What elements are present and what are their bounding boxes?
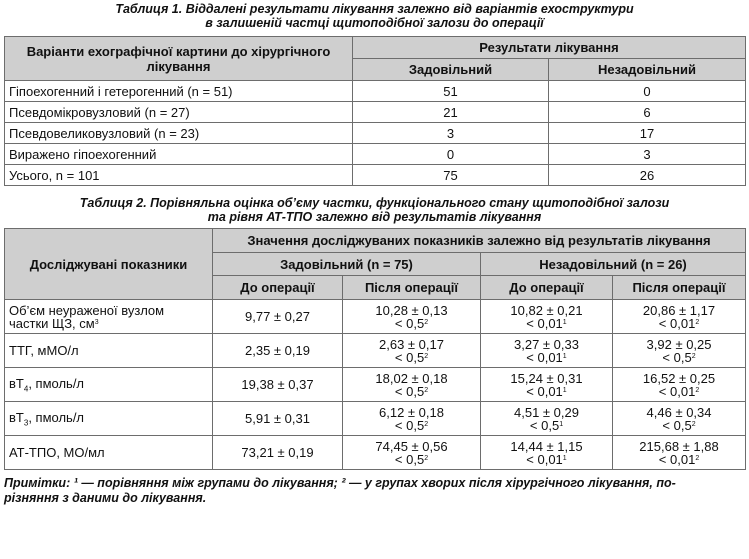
cell-pvalue <box>347 453 476 466</box>
table2-head-values: Значення досліджуваних показників залежно від результатів лікування <box>213 229 746 253</box>
p-superscript: 2 <box>424 318 429 326</box>
p-text: < 0,01 <box>658 315 696 331</box>
row-label: Гіпоехогенний і гетерогенний (n = 51) <box>5 81 353 102</box>
cell-value: 20,86 ± 1,17 <box>642 302 716 318</box>
row-label-unit: , пмоль/л <box>28 375 85 391</box>
row-label-line2 <box>9 317 208 330</box>
cell-pvalue <box>617 419 741 432</box>
row-label-text: вТ <box>9 409 24 425</box>
table1-head-good: Задовільний <box>353 59 549 81</box>
table2-caption-line2: та рівня АТ-ТПО залежно від результатів лікування <box>207 210 542 224</box>
row-label <box>5 368 213 402</box>
row-label-unit: , пмоль/л <box>28 409 85 425</box>
p-text: < 0,5 <box>662 349 692 365</box>
cell-value: 16,52 ± 0,25 <box>642 370 716 386</box>
p-text: < 0,5 <box>394 451 425 467</box>
table2-head-indicators: Досліджувані показники <box>5 229 213 300</box>
table-row <box>5 436 746 470</box>
cell-good-after <box>343 402 481 436</box>
cell-bad-after <box>613 300 746 334</box>
cell-bad-after <box>613 436 746 470</box>
p-superscript: 2 <box>695 454 700 462</box>
cell-value: 3,27 ± 0,33 <box>514 336 579 352</box>
cell-pvalue <box>485 419 608 432</box>
table-row <box>5 368 746 402</box>
row-label: Усього, n = 101 <box>5 165 353 186</box>
cell-pvalue <box>485 351 608 364</box>
cell-bad: 6 <box>549 102 746 123</box>
row-label-text: частки ЩЗ, см <box>9 315 95 331</box>
table2-caption-line1: Таблиця 2. Порівняльна оцінка об’єму частки, функціонального стану щитоподібної залози <box>79 196 670 210</box>
cell-bad: 3 <box>549 144 746 165</box>
p-superscript: 2 <box>691 352 696 360</box>
cell-pvalue <box>347 385 476 398</box>
cell-value: 14,44 ± 1,15 <box>510 438 583 454</box>
cell-bad: 26 <box>549 165 746 186</box>
table-row <box>5 402 746 436</box>
cell-bad: 0 <box>549 81 746 102</box>
notes-line2: різняння з даними до лікування. <box>4 491 207 505</box>
p-text: < 0,01 <box>526 315 563 331</box>
cell-value: 10,28 ± 0,13 <box>375 302 448 318</box>
table2-head-good: Задовільний (n = 75) <box>213 253 481 276</box>
cell-bad-before <box>481 300 613 334</box>
p-superscript: 1 <box>562 318 567 326</box>
cell-good: 21 <box>353 102 549 123</box>
p-superscript: 1 <box>562 454 567 462</box>
p-text: < 0,01 <box>658 383 696 399</box>
label-superscript: 3 <box>94 318 99 326</box>
cell-good: 75 <box>353 165 549 186</box>
table1-caption-line1: Таблиця 1. Віддалені результати лікування залежно від варіантів ехоструктури <box>115 2 634 16</box>
table2-head-bad-after: Після операції <box>613 276 746 300</box>
p-superscript: 2 <box>424 420 429 428</box>
p-text: < 0,01 <box>526 383 563 399</box>
table2-head-bad-before: До операції <box>481 276 613 300</box>
cell-value: 2,63 ± 0,17 <box>379 336 444 352</box>
cell-good-before: 5,91 ± 0,31 <box>213 402 343 436</box>
cell-good-after <box>343 334 481 368</box>
row-label: АТ-ТПО, МО/мл <box>5 436 213 470</box>
cell-good-before: 19,38 ± 0,37 <box>213 368 343 402</box>
p-superscript: 2 <box>424 386 429 394</box>
p-text: < 0,5 <box>394 417 425 433</box>
cell-value: 18,02 ± 0,18 <box>375 370 448 386</box>
p-superscript: 1 <box>562 386 567 394</box>
table1-head-variant-label: Варіанти ехографічної картини до хірургічного лікування <box>26 43 331 74</box>
table-row <box>5 81 746 102</box>
table-row <box>5 300 746 334</box>
table2-head-good-before: До операції <box>213 276 343 300</box>
notes-line1: Примітки: ¹ — порівняння між групами до лікування; ² — у групах хворих після хірургічного лікування, по- <box>4 476 676 490</box>
cell-bad-before <box>481 402 613 436</box>
cell-pvalue <box>485 453 608 466</box>
cell-pvalue <box>347 419 476 432</box>
table-row <box>5 165 746 186</box>
cell-pvalue <box>617 385 741 398</box>
cell-pvalue <box>347 351 476 364</box>
cell-good: 51 <box>353 81 549 102</box>
cell-good-after <box>343 368 481 402</box>
cell-value: 4,46 ± 0,34 <box>646 404 712 420</box>
cell-good-before: 9,77 ± 0,27 <box>213 300 343 334</box>
table1-head-bad: Незадовільний <box>549 59 746 81</box>
cell-good-before: 73,21 ± 0,19 <box>213 436 343 470</box>
row-label-line1: Об’єм неураженої вузлом <box>9 302 165 318</box>
cell-good-before: 2,35 ± 0,19 <box>213 334 343 368</box>
row-label-text: вТ <box>9 375 24 391</box>
p-text: < 0,5 <box>662 417 692 433</box>
cell-bad-before <box>481 334 613 368</box>
table1-caption <box>0 0 749 30</box>
label-subscript: 3 <box>23 418 29 428</box>
p-superscript: 2 <box>424 454 429 462</box>
cell-bad-after <box>613 402 746 436</box>
cell-pvalue <box>485 385 608 398</box>
p-text: < 0,5 <box>394 315 425 331</box>
cell-good-after <box>343 436 481 470</box>
cell-good: 3 <box>353 123 549 144</box>
cell-value: 3,92 ± 0,25 <box>646 336 712 352</box>
cell-value: 74,45 ± 0,56 <box>375 438 448 454</box>
cell-good-after <box>343 300 481 334</box>
cell-bad-before <box>481 368 613 402</box>
p-text: < 0,01 <box>526 349 563 365</box>
row-label: Псевдовеликовузловий (n = 23) <box>5 123 353 144</box>
p-superscript: 2 <box>424 352 429 360</box>
row-label: Псевдомікровузловий (n = 27) <box>5 102 353 123</box>
table1-head-variant <box>5 37 353 81</box>
p-superscript: 1 <box>559 420 564 428</box>
p-text: < 0,5 <box>394 383 425 399</box>
p-superscript: 1 <box>562 352 567 360</box>
p-superscript: 2 <box>691 420 696 428</box>
table-row <box>5 123 746 144</box>
cell-pvalue <box>617 317 741 330</box>
cell-bad-after <box>613 334 746 368</box>
table2-head-bad: Незадовільний (n = 26) <box>481 253 746 276</box>
table2 <box>4 228 746 470</box>
p-text: < 0,5 <box>394 349 425 365</box>
table2-caption <box>0 196 749 224</box>
cell-value: 15,24 ± 0,31 <box>510 370 583 386</box>
table-notes <box>4 476 749 506</box>
cell-bad-before <box>481 436 613 470</box>
table2-head-good-after: Після операції <box>343 276 481 300</box>
table1 <box>4 36 746 186</box>
cell-value: 6,12 ± 0,18 <box>379 404 444 420</box>
cell-good: 0 <box>353 144 549 165</box>
cell-pvalue <box>617 453 741 466</box>
table1-head-results: Результати лікування <box>353 37 746 59</box>
cell-bad-after <box>613 368 746 402</box>
p-superscript: 2 <box>695 386 700 394</box>
cell-pvalue <box>617 351 741 364</box>
row-label: ТТГ, мМО/л <box>5 334 213 368</box>
row-label <box>5 402 213 436</box>
table1-caption-line2: в залишеній частці щитоподібної залози до операції <box>205 16 544 30</box>
table-row <box>5 102 746 123</box>
p-superscript: 2 <box>695 318 700 326</box>
cell-value: 215,68 ± 1,88 <box>639 438 719 454</box>
cell-value: 4,51 ± 0,29 <box>514 404 579 420</box>
cell-bad: 17 <box>549 123 746 144</box>
label-subscript: 4 <box>23 384 29 394</box>
cell-value: 10,82 ± 0,21 <box>510 302 583 318</box>
cell-pvalue <box>347 317 476 330</box>
table-row <box>5 144 746 165</box>
table-row <box>5 334 746 368</box>
row-label: Виражено гіпоехогенний <box>5 144 353 165</box>
row-label <box>5 300 213 334</box>
p-text: < 0,5 <box>529 417 560 433</box>
p-text: < 0,01 <box>658 451 696 467</box>
cell-pvalue <box>485 317 608 330</box>
p-text: < 0,01 <box>526 451 563 467</box>
